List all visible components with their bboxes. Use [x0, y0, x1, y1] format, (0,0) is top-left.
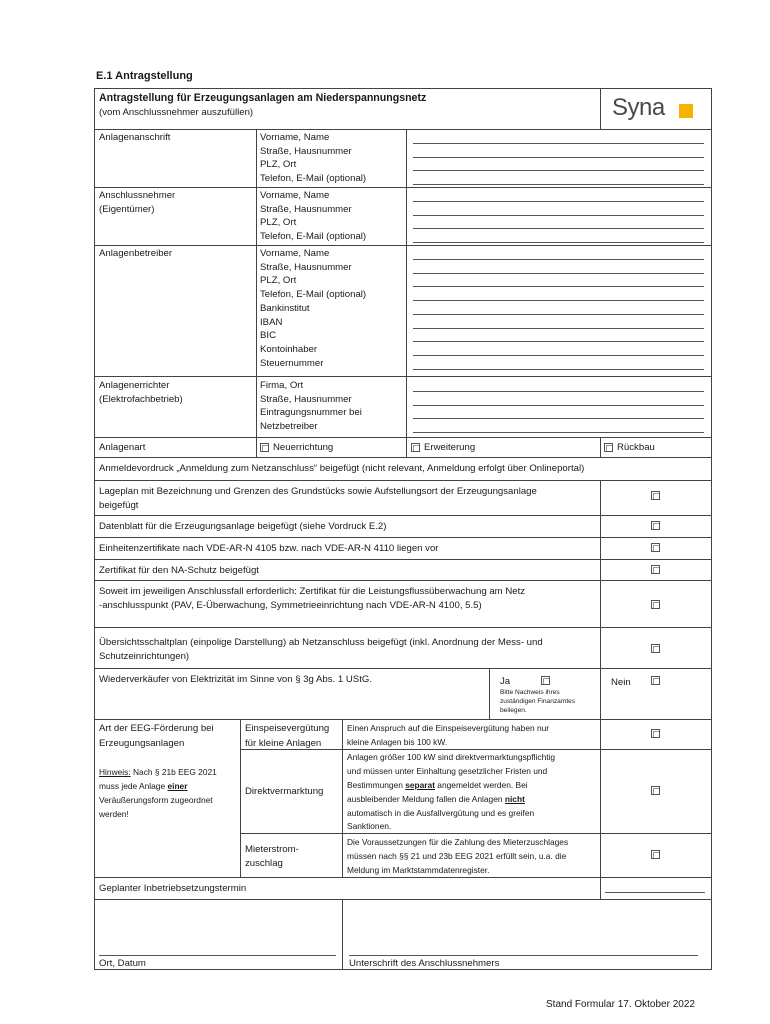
anschlussnehmer-field-label: PLZ, Ort: [260, 217, 297, 229]
rueckbau-label: Rückbau: [617, 442, 655, 453]
anlagenbetreiber-input-line[interactable]: [413, 369, 704, 370]
anlagenbetreiber-label-1: Anlagenbetreiber: [99, 248, 173, 259]
einspeiseverguetung-line1: Einspeisevergütung: [245, 723, 330, 734]
checklist-leistungsfluss-line1: Soweit im jeweiligen Anschlussfall erforderlich: Zertifikat für die Leistungsflussüberwachung am Netz: [99, 586, 526, 597]
uebersichtsschaltplan-checkbox[interactable]: [651, 644, 660, 653]
anschlussnehmer-input-line[interactable]: [413, 242, 704, 243]
ja-checkbox[interactable]: [541, 676, 550, 685]
einspeiseverguetung-desc-1: Einen Anspruch auf die Einspeisevergütung haben nur: [347, 723, 550, 733]
signature-field[interactable]: [349, 955, 698, 956]
anlagenbetreiber-field-label: PLZ, Ort: [260, 275, 297, 287]
einspeiseverguetung-desc-2: kleine Anlagen bis 100 kW.: [347, 737, 448, 747]
inbetriebsetzung-label: Geplanter Inbetriebsetzungstermin: [99, 883, 247, 894]
anlagenart-label: Anlagenart: [99, 442, 146, 453]
checklist-na-schutz: Zertifikat für den NA-Schutz beigefügt: [99, 565, 259, 576]
syna-logo: [612, 94, 702, 124]
ja-label: Ja: [500, 676, 511, 687]
nein-checkbox[interactable]: [651, 676, 660, 685]
hinweis-text-2b: einer: [167, 781, 188, 791]
eeg-hinweis-line2: [99, 780, 187, 793]
anlagenbetreiber-input-line[interactable]: [413, 341, 704, 342]
anlagenbetreiber-input-line[interactable]: [413, 328, 704, 329]
neuerrichtung-checkbox[interactable]: [260, 443, 269, 452]
checklist-einheitenzertifikate: Einheitenzertifikate nach VDE-AR-N 4105 bzw. nach VDE-AR-N 4110 liegen vor: [99, 543, 439, 554]
na-schutz-checkbox[interactable]: [651, 565, 660, 574]
desc-3a: Bestimmungen: [347, 780, 406, 790]
hinweis-text-1: Nach § 21b EEG 2021: [130, 767, 217, 777]
signature-label: Unterschrift des Anschlussnehmers: [349, 958, 500, 969]
anlagenbetreiber-field-label: Steuernummer: [260, 357, 324, 369]
anlagenerrichter-input-line[interactable]: [413, 432, 704, 433]
ort-datum-label: Ort, Datum: [99, 958, 146, 969]
einspeiseverguetung-line2: für kleine Anlagen: [245, 738, 322, 749]
anlagenerrichter-field-label: Straße, Hausnummer: [260, 393, 352, 405]
logo-text: Syna: [612, 94, 665, 121]
logo-square-icon: [679, 104, 693, 118]
anlagenbetreiber-input-line[interactable]: [413, 286, 704, 287]
neuerrichtung-label: Neuerrichtung: [273, 442, 334, 453]
anlagenanschrift-input-line[interactable]: [413, 143, 704, 144]
leistungsfluss-checkbox[interactable]: [651, 600, 660, 609]
anlagenerrichter-field-label: Firma, Ort: [260, 380, 304, 391]
direktvermarktung-desc-1: Anlagen größer 100 kW sind direktvermarktungspflichtig: [347, 752, 556, 762]
anlagenanschrift-field-label: Vorname, Name: [260, 132, 330, 143]
anlagenerrichter-label-1: Anlagenerrichter: [99, 380, 170, 391]
checklist-leistungsfluss-line2: -anschlusspunkt (PAV, E-Überwachung, Symmetrieeinrichtung nach VDE-AR-N 4100, 5.5): [99, 600, 482, 611]
anschlussnehmer-input-line[interactable]: [413, 201, 704, 202]
ja-note-line3: beilegen.: [500, 707, 527, 714]
ja-note-line1: Bitte Nachweis ihres: [500, 689, 560, 696]
hinweis-text-2a: muss jede Anlage: [99, 781, 168, 791]
form-title: Antragstellung für Erzeugungsanlagen am Niederspannungsnetz: [99, 92, 427, 104]
direktvermarktung-desc-2: und müssen unter Einhaltung gesetzlicher Fristen und: [347, 766, 548, 776]
rueckbau-checkbox[interactable]: [604, 443, 613, 452]
ort-datum-field[interactable]: [99, 955, 336, 956]
checklist-uebersicht-line2: Schutzeinrichtungen): [99, 651, 190, 662]
checklist-lageplan-line2: beigefügt: [99, 500, 139, 511]
eeg-hinweis-line1: [99, 766, 217, 779]
desc-3c: angemeldet werden. Bei: [434, 780, 528, 790]
anlagenbetreiber-field-label: Telefon, E-Mail (optional): [260, 289, 367, 301]
anlagenbetreiber-input-line[interactable]: [413, 314, 704, 315]
desc-3b: separat: [405, 780, 435, 790]
anmeldevordruck-text: Anmeldevordruck „Anmeldung zum Netzanschluss“ beigefügt (nicht relevant, Anmeldung erfolgt über Onlineportal): [99, 463, 585, 474]
wiederverkaeufer-label: Wiederverkäufer von Elektrizität im Sinne von § 3g Abs. 1 UStG.: [99, 674, 373, 685]
direktvermarktung-desc-6: Sanktionen.: [347, 821, 392, 831]
direktvermarktung-desc-3: [347, 779, 528, 792]
mieterstrom-line2: zuschlag: [245, 858, 283, 869]
anlagenanschrift-field-label: Straße, Hausnummer: [260, 145, 352, 157]
anschlussnehmer-label-1: Anschlussnehmer: [99, 190, 176, 201]
anlagenerrichter-input-line[interactable]: [413, 391, 704, 392]
anlagenerrichter-input-line[interactable]: [413, 418, 704, 419]
erweiterung-label: Erweiterung: [424, 442, 476, 453]
anlagenbetreiber-field-label: IBAN: [260, 316, 283, 328]
footer-date: Stand Formular 17. Oktober 2022: [546, 999, 695, 1010]
erweiterung-checkbox[interactable]: [411, 443, 420, 452]
anschlussnehmer-field-label: Vorname, Name: [260, 190, 330, 201]
anlagenerrichter-field-label: Eintragungsnummer bei: [260, 407, 362, 419]
desc-4a: ausbleibender Meldung fallen die Anlagen: [347, 794, 505, 804]
einheitenzertifikate-checkbox[interactable]: [651, 543, 660, 552]
checklist-uebersicht-line1: Übersichtsschaltplan (einpolige Darstellung) ab Netzanschluss beigefügt (inkl. Anordnung der Mess- und: [99, 637, 543, 648]
lageplan-checkbox[interactable]: [651, 491, 660, 500]
eeg-label-line1: Art der EEG-Förderung bei: [99, 723, 214, 734]
nein-label: Nein: [611, 677, 631, 688]
anlagenbetreiber-input-line[interactable]: [413, 300, 704, 301]
anlagenanschrift-input-line[interactable]: [413, 157, 704, 158]
checklist-lageplan-line1: Lageplan mit Bezeichnung und Grenzen des Grundstücks sowie Aufstellungsort der Erzeugungsanlage: [99, 486, 537, 497]
anlagenanschrift-field-label: PLZ, Ort: [260, 159, 297, 171]
anlagenerrichter-label-2: (Elektrofachbetrieb): [99, 394, 183, 405]
anlagenbetreiber-input-line[interactable]: [413, 355, 704, 356]
mieterstrom-desc-3: Meldung im Marktstammdatenregister.: [347, 865, 490, 875]
anlagenanschrift-field-label: Telefon, E-Mail (optional): [260, 173, 367, 185]
direktvermarktung-desc-5: automatisch in die Ausfallvergütung und es greifen: [347, 808, 535, 818]
anlagenanschrift-label-1: Anlagenanschrift: [99, 132, 171, 143]
direktvermarktung-label: Direktvermarktung: [245, 786, 324, 797]
anlagenbetreiber-field-label: BIC: [260, 330, 276, 342]
anschlussnehmer-input-line[interactable]: [413, 215, 704, 216]
anlagenbetreiber-field-label: Bankinstitut: [260, 302, 310, 314]
mieterstrom-line1: Mieterstrom-: [245, 844, 299, 855]
form-subtitle: (vom Anschlussnehmer auszufüllen): [99, 107, 254, 118]
anlagenbetreiber-input-line[interactable]: [413, 273, 704, 274]
direktvermarktung-desc-4: [347, 793, 525, 806]
eeg-hinweis-line3: Veräußerungsform zugeordnet: [99, 795, 213, 805]
anschlussnehmer-input-line[interactable]: [413, 228, 704, 229]
mieterstrom-desc-1: Die Voraussetzungen für die Zahlung des Mieterzuschlages: [347, 837, 569, 847]
datenblatt-checkbox[interactable]: [651, 521, 660, 530]
mieterstrom-checkbox[interactable]: [651, 850, 660, 859]
anlagenbetreiber-field-label: Kontoinhaber: [260, 343, 318, 355]
anlagenanschrift-input-line[interactable]: [413, 170, 704, 171]
direktvermarktung-checkbox[interactable]: [651, 786, 660, 795]
anschlussnehmer-label-2: (Eigentümer): [99, 204, 155, 215]
mieterstrom-desc-2: müssen nach §§ 21 und 23b EEG 2021 erfüllt sein, u.a. die: [347, 851, 567, 861]
ja-note-line2: zuständigen Finanzamtes: [500, 698, 576, 705]
anschlussnehmer-field-label: Straße, Hausnummer: [260, 203, 352, 215]
inbetriebsetzung-date-field[interactable]: [605, 892, 705, 893]
einspeiseverguetung-checkbox[interactable]: [651, 729, 660, 738]
desc-4b: nicht: [504, 794, 525, 804]
eeg-label-line2: Erzeugungsanlagen: [99, 738, 185, 749]
anlagenanschrift-input-line[interactable]: [413, 184, 704, 185]
anschlussnehmer-field-label: Telefon, E-Mail (optional): [260, 231, 367, 243]
checklist-datenblatt: Datenblatt für die Erzeugungsanlage beigefügt (siehe Vordruck E.2): [99, 521, 387, 532]
anlagenerrichter-field-label: Netzbetreiber: [260, 421, 318, 433]
section-title: E.1 Antragstellung: [96, 70, 193, 82]
anlagenbetreiber-input-line[interactable]: [413, 259, 704, 260]
anlagenbetreiber-field-label: Straße, Hausnummer: [260, 261, 352, 273]
hinweis-prefix: Hinweis:: [99, 767, 131, 777]
eeg-hinweis-line4: werden!: [99, 809, 129, 819]
anlagenbetreiber-field-label: Vorname, Name: [260, 248, 330, 259]
anlagenerrichter-input-line[interactable]: [413, 405, 704, 406]
